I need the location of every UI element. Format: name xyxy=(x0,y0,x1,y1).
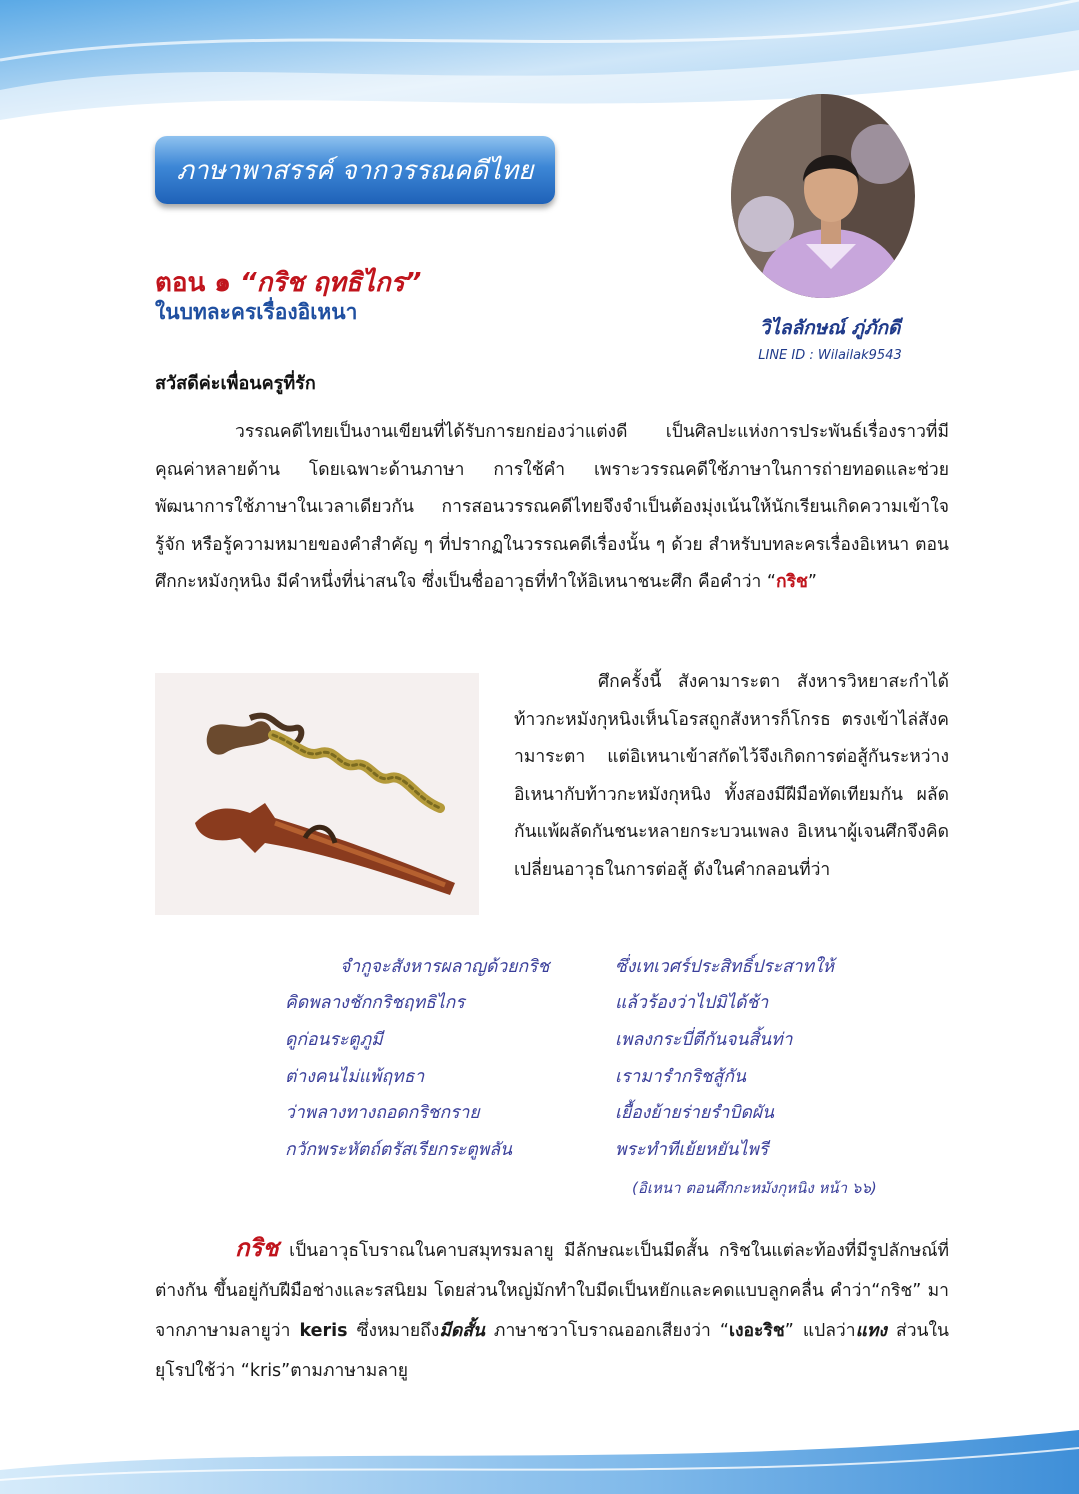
poem-left-line: ต่างคนไม่แพ้ฤทธา xyxy=(285,1067,425,1087)
poem-left-line: กวักพระหัตถ์ตรัสเรียกระตูพลัน xyxy=(285,1140,512,1160)
author-portrait xyxy=(731,94,915,298)
bottom-wave-banner xyxy=(0,1430,1079,1494)
top-wave-banner xyxy=(0,0,1079,140)
poem-right-line: แล้วร้องว่าไปมิได้ช้า xyxy=(615,993,769,1013)
poem-right-line: ซึ่งเทเวศร์ประสิทธิ์ประสาทให้ xyxy=(615,957,835,977)
author-name: วิไลลักษณ์ ภู่ภักดี xyxy=(759,317,901,339)
greeting: สวัสดีค่ะเพื่อนครูที่รัก xyxy=(155,373,316,394)
poem-left-line: ดูก่อนระตูภูมี xyxy=(285,1030,383,1050)
poem-right-line: เยื้องย้ายร่ายรำบิดผัน xyxy=(615,1103,775,1123)
battle-paragraph: ศึกครั้งนี้ สังคามาระตา สังหารวิหยาสะกำได้ ท้าวกะหมังกุหนิงเห็นโอรสถูกสังหารก็โกรธ ตรงเข้าไล่สังคามาระตา แต่อิเหนาเข้าสกัดไว้จึงเกิดการต่อสู้กันระหว่างอิเหนากับท้าวกะหมังกุหนิง ทั้งสองมีฝีมือทัดเทียมกัน ผลัดกันแพ้ผลัดกันชนะหลายกระบวนเพลง อิเหนาผู้เจนศึกจึงคิดเปลี่ยนอาวุธในการต่อสู้ ดังในคำกลอนที่ว่า xyxy=(514,672,949,880)
ngeris-word: เงอะริช xyxy=(728,1321,785,1341)
def-text-4: ” แปลว่า xyxy=(784,1321,856,1341)
episode-subtitle: ในบทละครเรื่องอิเหนา xyxy=(155,300,358,324)
def-text-1: เป็นอาวุธโบราณในคาบสมุทรมลายู มีลักษณะเป็นมีดสั้น กริชในแต่ละท้องที่มีรูปลักษณ์ที่ต่างกัน ขึ้นอยู่กับฝีมือช่างและรสนิยม โดยส่วนใหญ่มักทำใบมีดเป็นหยักและคดแบบลูกคลื่น คำว่า“กริช” มาจากภาษามลายูว่า xyxy=(155,1241,949,1341)
intro-close-quote: ” xyxy=(807,572,817,592)
poem-left-line: คิดพลางชักกริชฤทธิไกร xyxy=(285,993,465,1013)
stab-word: แทง xyxy=(855,1321,887,1341)
poem-right-line: เพลงกระบี่ตีกันจนสิ้นท่า xyxy=(615,1030,793,1050)
def-text-5: ส่วนในยุโรปใช้ว่า “kris”ตามภาษามลายู xyxy=(155,1321,949,1381)
poem-citation: (อิเหนา ตอนศึกกะหมังกุหนิง หน้า ๖๖) xyxy=(632,1179,877,1197)
kris-heading-word: กริช xyxy=(235,1234,279,1262)
keris-word: keris xyxy=(299,1321,348,1341)
intro-paragraph xyxy=(155,414,949,602)
poem-left-line: ว่าพลางทางถอดกริชกราย xyxy=(285,1103,480,1123)
episode-prefix: ตอน ๑ xyxy=(155,268,240,298)
kris-dagger-image xyxy=(155,673,479,915)
intro-text: วรรณคดีไทยเป็นงานเขียนที่ได้รับการยกย่องว่าแต่งดี เป็นศิลปะแห่งการประพันธ์เรื่องราวที่มีคุณค่าหลายด้าน โดยเฉพาะด้านภาษา การใช้คำ เพราะวรรณคดีใช้ภาษาในการถ่ายทอดและช่วยพัฒนาการใช้ภาษาในเวลาเดียวกัน การสอนวรรณคดีไทยจึงจำเป็นต้องมุ่งเน้นให้นักเรียนเกิดความเข้าใจ รู้จัก หรือรู้ความหมายของคำสำคัญ ๆ ที่ปรากฏในวรรณคดีเรื่องนั้น ๆ ด้วย สำหรับบทละครเรื่องอิเหนา ตอนศึกกะหมังกุหนิง มีคำหนึ่งที่น่าสนใจ ซึ่งเป็นชื่ออาวุธที่ทำให้อิเหนาชนะศึก คือคำว่า “ xyxy=(155,422,949,592)
short-knife-word: มีดสั้น xyxy=(439,1321,485,1341)
poem-right-line: พระทำทีเย้ยหยันไพรี xyxy=(615,1140,769,1160)
def-text-2: ซึ่งหมายถึง xyxy=(347,1321,440,1341)
keyword-kris: กริช xyxy=(776,572,808,592)
poem-right-line: เรามารำกริชสู้กัน xyxy=(615,1067,746,1087)
line-id: LINE ID : Wilailak9543 xyxy=(758,348,902,363)
section-title: ภาษาพาสรรค์ จากวรรณคดีไทย xyxy=(155,136,555,204)
def-text-3: ภาษาชวาโบราณออกเสียงว่า “ xyxy=(484,1321,729,1341)
poem-left-line: จำกูจะสังหารผลาญด้วยกริช xyxy=(340,957,550,977)
kris-definition-paragraph xyxy=(155,1228,949,1391)
episode-name: “กริช ฤทธิไกร” xyxy=(239,268,422,298)
